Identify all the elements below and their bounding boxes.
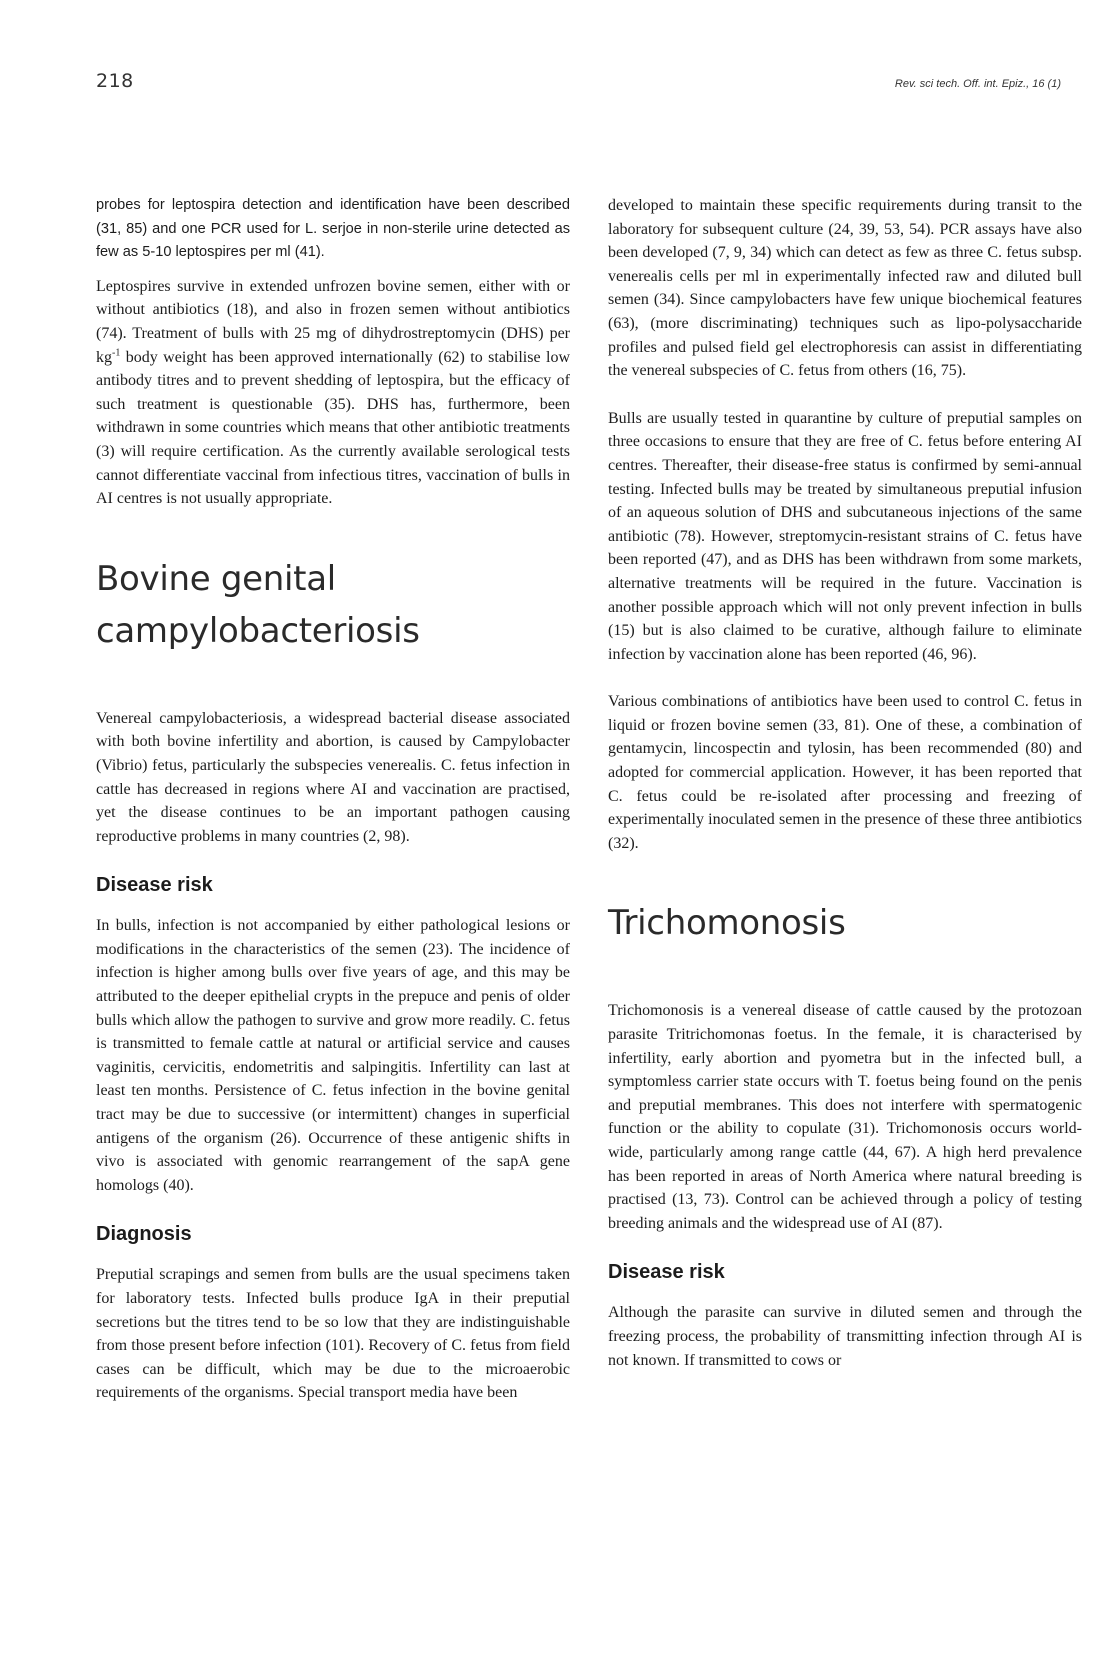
superscript: -1 [112,347,121,359]
section-title: Trichomonosis [608,903,846,944]
paragraph: developed to maintain these specific requirements during transit to the laboratory for subsequent culture (24, 39, 53, 54). PCR assays have also been developed (7, 9, 34) which can detect as few as three C. fetus subsp. venerealis cells per ml in experimentally infected raw and diluted bull semen (34). Since campylobacters have few unique biochemical features (63), (more discriminating) techniques such as lipo-polysaccharide profiles and pulsed field gel electrophoresis can assist in differentiating the venereal subspecies of C. fetus from others (16, 75). [608,197,1082,380]
left-column [96,194,570,1415]
subheading: Diagnosis [96,1223,192,1246]
running-head: Rev. sci tech. Off. int. Epiz., 16 (1) [894,78,1061,90]
paragraph: probes for leptospira detection and identification have been described (31, 85) and one PCR used for L. serjoe in non-sterile urine detected as few as 5-10 leptospires per ml (41). [96,197,570,261]
paragraph: Various combinations of antibiotics have been used to control C. fetus in liquid or frozen bovine semen (33, 81). One of these, a combination of gentamycin, lincospectin and tylosin, has been recommended (80) and adopted for commercial application. However, it has been reported that C. fetus could be re-isolated after processing and freezing of experimentally inoculated semen in the presence of these three antibiotics (32). [608,693,1082,852]
text-run: Leptospires survive in extended unfrozen bovine semen, either with or without antibiotics (18), and also in frozen semen without antibiotics (74). Treatment of bulls with 25 mg of dihydrostreptomycin (DHS) per kg [96,277,570,366]
paragraph: Bulls are usually tested in quarantine by culture of preputial samples on three occasions to ensure that they are free of C. fetus before entering AI centres. Thereafter, their disease-free status is confirmed by semi-annual testing. Infected bulls may be treated by simultaneous preputial infusion of an aqueous solution of DHS and subcutaneous injections of the same antibiotic (78). However, streptomycin-resistant strains of C. fetus have been reported (47), and as DHS has been withdrawn from some markets, alternative treatments will be required in the future. Vaccination is another possible approach which will not only prevent infection in bulls (15) but is also claimed to be curative, although failure to eliminate infection by vaccination alone has been reported (46, 96). [608,409,1082,663]
text-run: body weight has been approved internationally (62) to stabilise low antibody titres and to prevent shedding of leptospira, but the efficacy of such treatment is questionable (35). DHS has, furthermore, been withdrawn in some countries which means that other antibiotic treatments (3) will require certification. As the currently available serological tests cannot differentiate vaccinal from infectious titres, vaccination of bulls in AI centres is not usually appropriate. [96,348,570,508]
paragraph-leptospires [96,275,570,511]
paragraph: Trichomonosis is a venereal disease of cattle caused by the protozoan parasite Tritrichomonas foetus. In the female, it is characterised by infertility, early abortion and pyometra but in the infected bull, a symptomless carrier state occurs with T. foetus being found on the penis and preputial membranes. This does not interfere with spermatogenic function or the ability to copulate (31). Trichomonosis occurs world-wide, particularly among range cattle (44, 67). A high herd prevalence has been reported in areas of North America where natural breeding is practised (13, 73). Control can be achieved through a policy of testing breeding animals and the widespread use of AI (87). [608,1002,1082,1232]
paragraph: Although the parasite can survive in diluted semen and through the freezing process, the probability of transmitting infection through AI is not known. If transmitted to cows or [608,1304,1082,1369]
paragraph: Preputial scrapings and semen from bulls are the usual specimens taken for laboratory tests. Infected bulls produce IgA in their preputial secretions but the titres tend to be so low that they are indistinguishable from those present before infection (101). Recovery of C. fetus from field cases can be difficult, which may be due to the microaerobic requirements of the organisms. Special transport media have been [96,1266,570,1402]
right-column [608,194,1082,1382]
paragraph: In bulls, infection is not accompanied by either pathological lesions or modifications in the characteristics of the semen (23). The incidence of infection is higher among bulls over five years of age, and this may be attributed to the deeper epithelial crypts in the prepuce and penis of older bulls which allow the pathogen to survive and grow more readily. C. fetus is transmitted to female cattle at natural or artificial service and causes vaginitis, cervicitis, endometritis and salpingitis. Infertility can last at least ten months. Persistence of C. fetus infection in the bovine genital tract may be due to successive (or intermittent) changes in superficial antigens of the organism (26). Occurrence of these antigenic shifts in vivo is associated with genomic rearrangement of the sapA gene homologs (40). [96,917,570,1194]
page-number: 218 [96,70,134,92]
section-title: Bovine genital campylobacteriosis [96,558,420,651]
subheading: Disease risk [96,874,213,897]
paragraph: Venereal campylobacteriosis, a widespread bacterial disease associated with both bovine infertility and abortion, is caused by Campylobacter (Vibrio) fetus, particularly the subspecies venerealis. C. fetus infection in cattle has decreased in regions where AI and vaccination are practised, yet the disease continues to be an important pathogen causing reproductive problems in many countries (2, 98). [96,709,570,845]
subheading: Disease risk [608,1261,725,1284]
